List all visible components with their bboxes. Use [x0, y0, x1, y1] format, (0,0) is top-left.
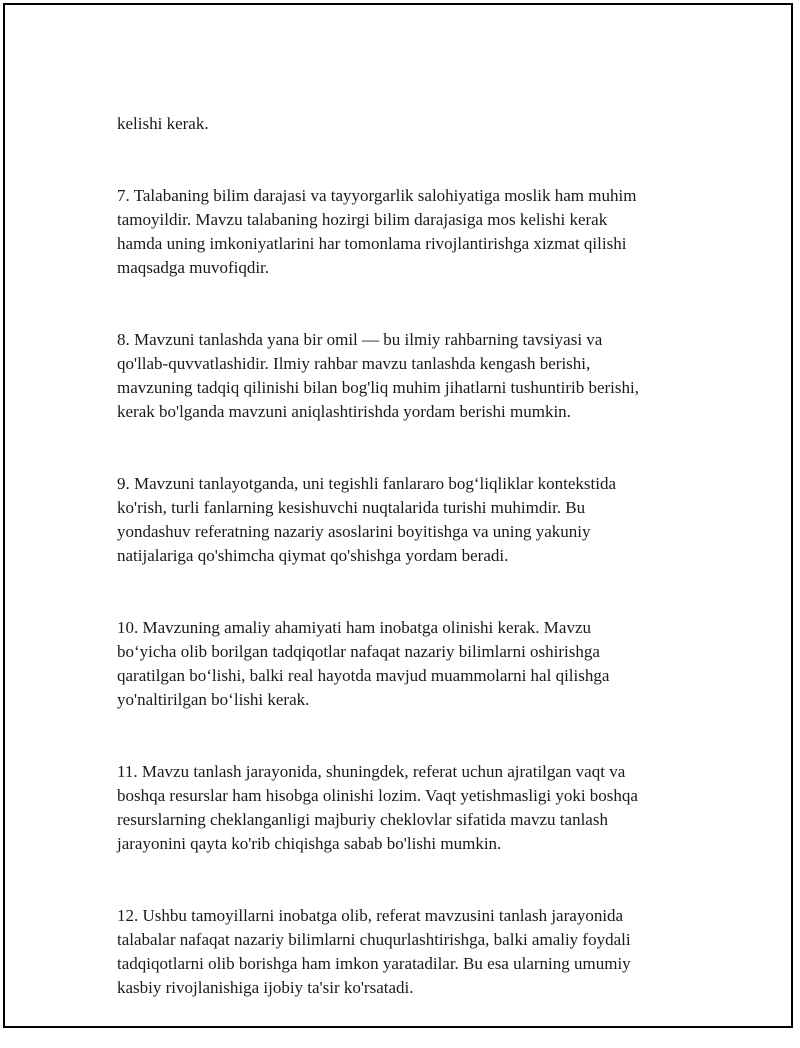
paragraph-8: 8. Mavzuni tanlashda yana bir omil — bu ilmiy rahbarning tavsiyasi va qo'llab-quvvatlashidir. Ilmiy rahbar mavzu tanlashda kengash berishi, mavzuning tadqiq qilinishi bilan bog'liq muhim jihatlarni tushuntirib berishi, kerak bo'lganda mavzuni aniqlashtirishda yordam berishi mumkin.: [117, 330, 639, 421]
paragraph-continuation: kelishi kerak.: [117, 114, 209, 133]
paragraph-10: 10. Mavzuning amaliy ahamiyati ham inobatga olinishi kerak. Mavzu bo‘yicha olib borilgan tadqiqotlar nafaqat nazariy bilimlarni oshirishga qaratilgan bo‘lishi, balki real hayotda mavjud muammolarni hal qilishga yo'naltirilgan bo‘lishi kerak.: [117, 618, 610, 709]
paragraph-7: 7. Talabaning bilim darajasi va tayyorgarlik salohiyatiga moslik ham muhim tamoyildir. Mavzu talabaning hozirgi bilim darajasiga mos kelishi kerak hamda uning imkoniyatlarini har tomonlama rivojlantirishga xizmat qilishi maqsadga muvofiqdir.: [117, 186, 637, 277]
paragraph-12: 12. Ushbu tamoyillarni inobatga olib, referat mavzusini tanlash jarayonida talabalar nafaqat nazariy bilimlarni chuqurlashtirishga, balki amaliy foydali tadqiqotlarni olib borishga ham imkon yaratadilar. Bu esa ularning umumiy kasbiy rivojlanishiga ijobiy ta'sir ko'rsatadi.: [117, 906, 631, 997]
document-body: [117, 88, 717, 1048]
paragraph-11: 11. Mavzu tanlash jarayonida, shuningdek, referat uchun ajratilgan vaqt va boshqa resurslar ham hisobga olinishi lozim. Vaqt yetishmasligi yoki boshqa resurslarning cheklanganligi majburiy cheklovlar sifatida mavzu tanlash jarayonini qayta ko'rib chiqishga sabab bo'lishi mumkin.: [117, 762, 638, 853]
paragraph-9: 9. Mavzuni tanlayotganda, uni tegishli fanlararo bog‘liqliklar kontekstida ko'rish, turli fanlarning kesishuvchi nuqtalarida turishi muhimdir. Bu yondashuv referatning nazariy asoslarini boyitishga va uning yakuniy natijalariga qo'shimcha qiymat qo'shishga yordam beradi.: [117, 474, 617, 565]
